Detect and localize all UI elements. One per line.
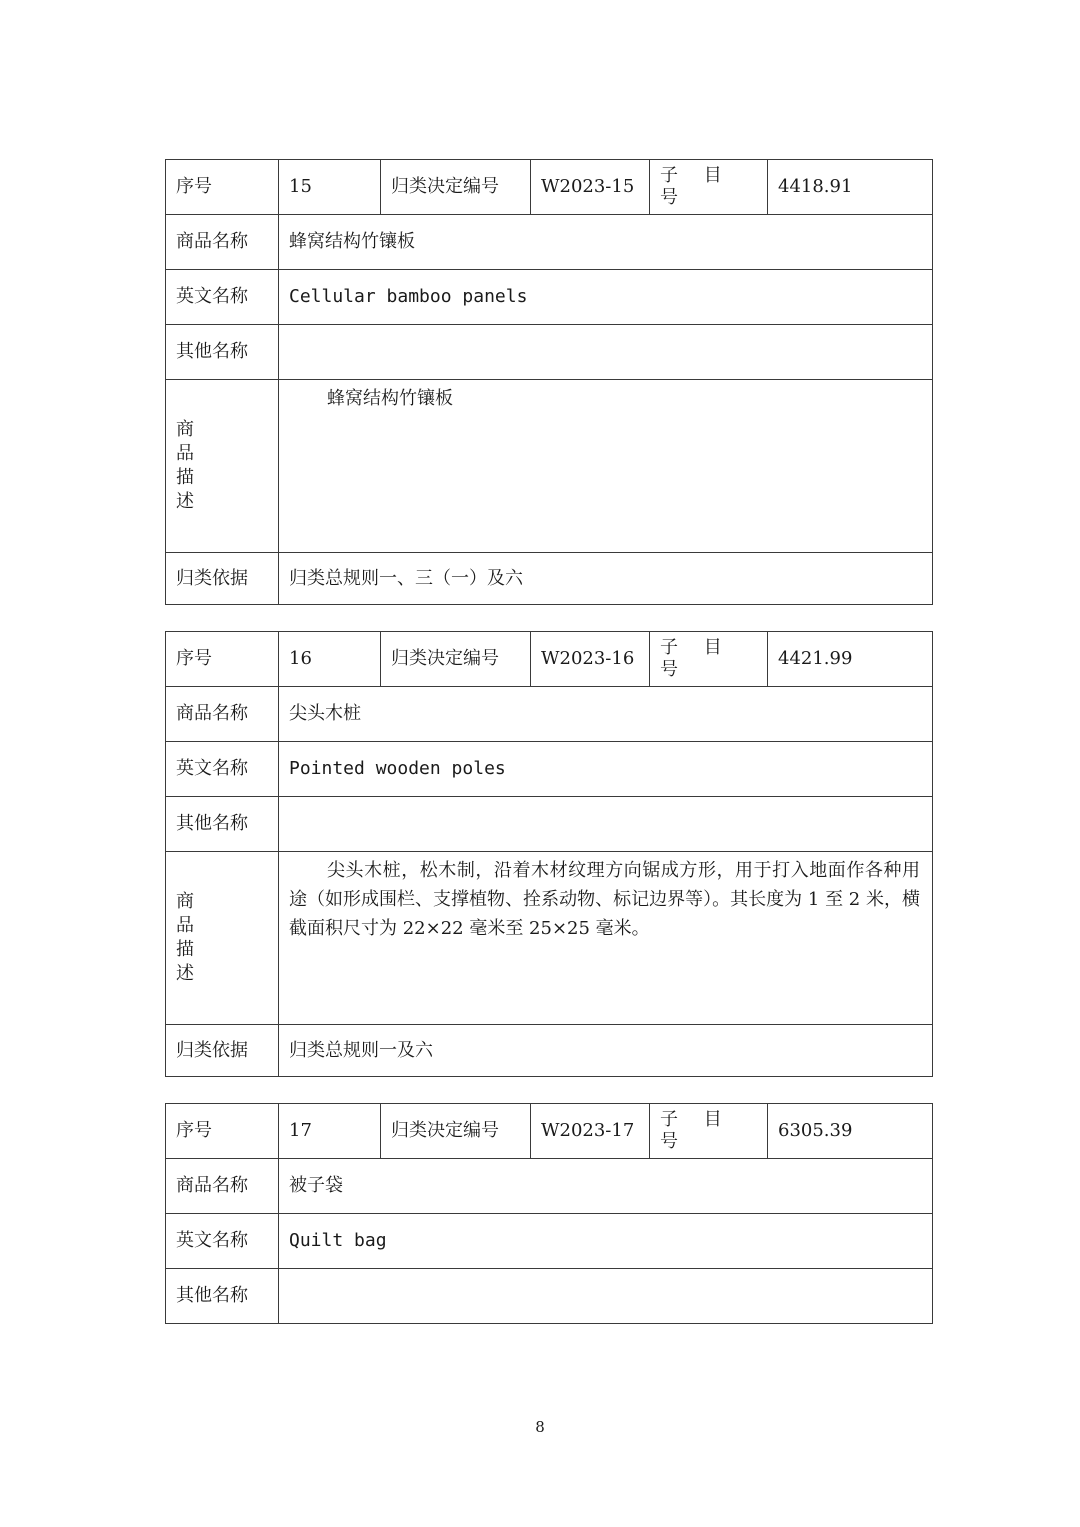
classification-record-15 xyxy=(165,159,933,605)
page-number: 8 xyxy=(535,1418,545,1436)
english-name-label: 英文名称 xyxy=(166,270,279,325)
other-names-label: 其他名称 xyxy=(166,325,279,380)
description-value: 尖头木桩，松木制，沿着木材纹理方向锯成方形，用于打入地面作各种用途（如形成围栏、支撑植物、拴系动物、标记边界等）。其长度为 1 至 2 米，横截面积尺寸为 22×22 毫米至 25×25 毫米。 xyxy=(279,852,933,1025)
classification-record-17 xyxy=(165,1103,933,1324)
subheading-label: 子 目 号 xyxy=(650,1104,768,1159)
description-label: 商品描述 xyxy=(176,891,194,984)
serial-value: 15 xyxy=(279,160,381,215)
basis-label: 归类依据 xyxy=(166,553,279,605)
subheading-label: 子 目 号 xyxy=(650,632,768,687)
product-name-label: 商品名称 xyxy=(166,687,279,742)
product-name-label: 商品名称 xyxy=(166,1159,279,1214)
serial-value: 16 xyxy=(279,632,381,687)
basis-value: 归类总规则一及六 xyxy=(279,1025,933,1077)
subheading-label: 子 目 号 xyxy=(650,160,768,215)
decision-no-value: W2023-15 xyxy=(531,160,650,215)
other-names-label: 其他名称 xyxy=(166,797,279,852)
decision-no-label: 归类决定编号 xyxy=(381,1104,531,1159)
decision-no-label: 归类决定编号 xyxy=(381,632,531,687)
product-name-value: 尖头木桩 xyxy=(279,687,933,742)
other-names-label: 其他名称 xyxy=(166,1269,279,1324)
english-name-value: Quilt bag xyxy=(279,1214,933,1269)
english-name-label: 英文名称 xyxy=(166,742,279,797)
subheading-value: 4421.99 xyxy=(768,632,933,687)
product-name-value: 被子袋 xyxy=(279,1159,933,1214)
basis-value: 归类总规则一、三（一）及六 xyxy=(279,553,933,605)
product-name-value: 蜂窝结构竹镶板 xyxy=(279,215,933,270)
other-names-value xyxy=(279,1269,933,1324)
classification-record-16 xyxy=(165,631,933,1077)
description-label-cell xyxy=(166,852,279,1025)
description-label: 商品描述 xyxy=(176,419,194,512)
english-name-value: Cellular bamboo panels xyxy=(279,270,933,325)
decision-no-value: W2023-17 xyxy=(531,1104,650,1159)
other-names-value xyxy=(279,797,933,852)
serial-label: 序号 xyxy=(166,160,279,215)
decision-no-label: 归类决定编号 xyxy=(381,160,531,215)
serial-label: 序号 xyxy=(166,632,279,687)
serial-label: 序号 xyxy=(166,1104,279,1159)
english-name-value: Pointed wooden poles xyxy=(279,742,933,797)
subheading-value: 6305.39 xyxy=(768,1104,933,1159)
subheading-value: 4418.91 xyxy=(768,160,933,215)
basis-label: 归类依据 xyxy=(166,1025,279,1077)
decision-no-value: W2023-16 xyxy=(531,632,650,687)
description-label-cell xyxy=(166,380,279,553)
other-names-value xyxy=(279,325,933,380)
english-name-label: 英文名称 xyxy=(166,1214,279,1269)
product-name-label: 商品名称 xyxy=(166,215,279,270)
serial-value: 17 xyxy=(279,1104,381,1159)
description-value: 蜂窝结构竹镶板 xyxy=(279,380,933,553)
